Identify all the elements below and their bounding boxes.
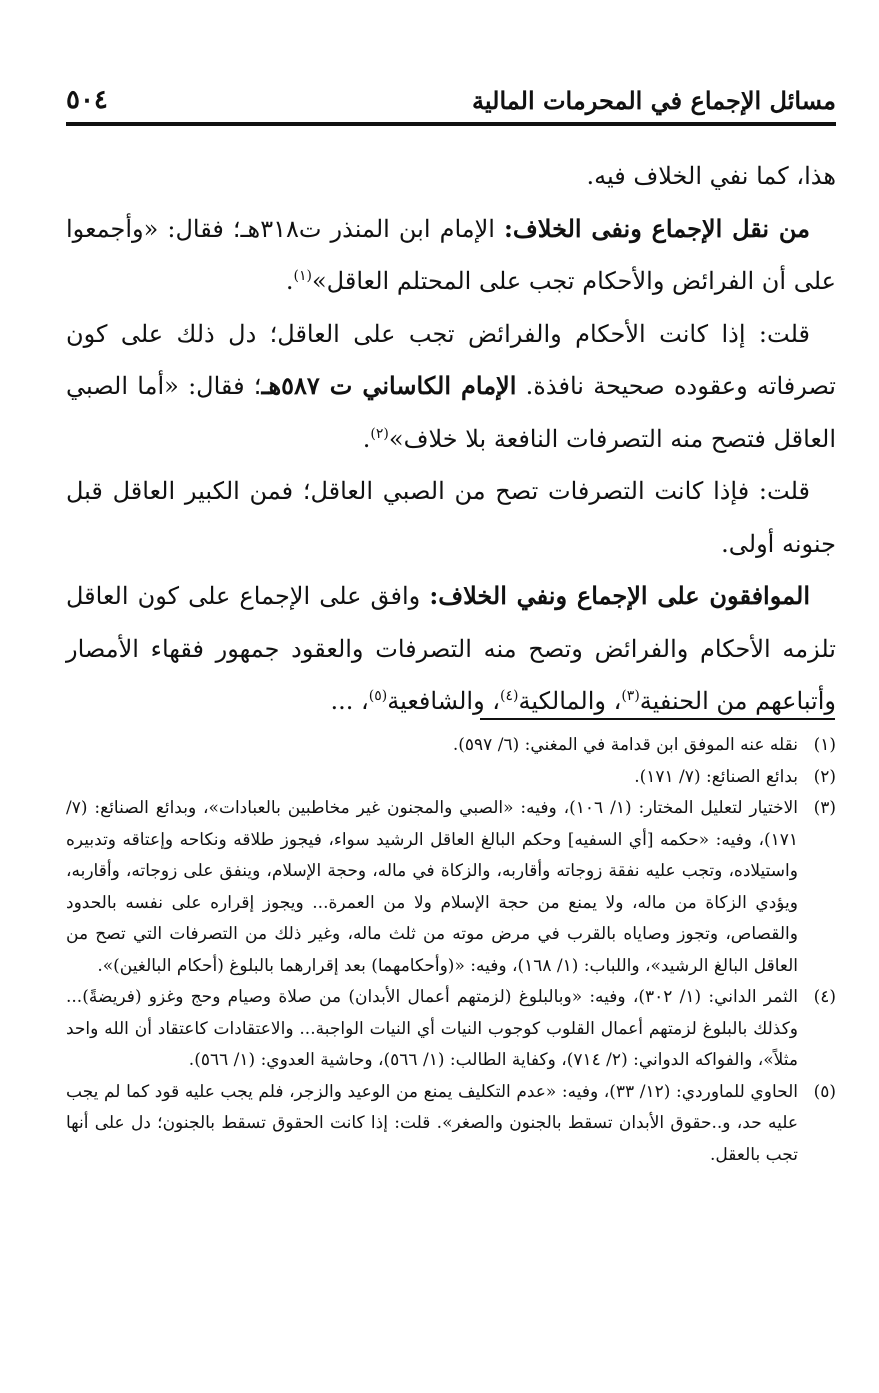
- footnote-number: (٣): [813, 798, 836, 818]
- footnote-text: الاختيار لتعليل المختار: (١/ ١٠٦)، وفيه: «الصبي والمجنون غير مخاطبين بالعبادات»، وبدائع الصنائع: (٧/ ١٧١)، وفيه: «حكمه [أي السفيه] وحكم البالغ العاقل الرشيد سواء، فيجوز طلاقه ونكاحه وإعتاقه وتدبيره واستيلاده، وتجب عليه نفقة زوجاته وأقاربه، والزكاة في ماله، وحجة الإسلام، وينفق على زوجاته، وأقاربه، ويؤدي الزكاة من ماله، ولا يمنع من حجة الإسلام ولا من العمرة... ويجوز إقراره على نفسه بالحدود والقصاص، وتجوز وصاياه بالقرب في مرض موته من ثلث ماله، وغير ذلك من التصرفات التي تصح من العاقل البالغ الرشيد»، واللباب: (١/ ١٦٨)، وفيه: «(وأحكامهما) بعد إقرارهما بالبلوغ (أحكام البالغين)».: [66, 798, 798, 976]
- paragraph-2-end: .: [285, 267, 294, 295]
- footnote-number: (٤): [813, 987, 836, 1007]
- running-header: [66, 80, 836, 120]
- paragraph-3-end: .: [362, 424, 371, 453]
- paragraph-4-text: قلت: فإذا كانت التصرفات تصح من الصبي العاقل؛ فمن الكبير العاقل قبل جنونه أولى.: [66, 477, 836, 558]
- header-rule: [66, 122, 836, 126]
- main-text: [66, 150, 836, 728]
- footnote-text: بدائع الصنائع: (٧/ ١٧١).: [634, 766, 798, 787]
- section-heading-ijma: من نقل الإجماع ونفى الخلاف:: [504, 213, 810, 243]
- footnote-number: (٢): [813, 766, 836, 787]
- footnote-text: الثمر الداني: (١/ ٣٠٢)، وفيه: «وبالبلوغ (لزمتهم أعمال الأبدان) من صلاة وصيام وحج وغزو (فريضةً)... وكذلك بالبلوغ لزمتهم أعمال القلوب كوجوب النيات أي النيات الواجبة... والاعتقادات كاعتقاد أن الله واحد مثلاً»، والفواكه الدواني: (٢/ ٧١٤)، وكفاية الطالب: (١/ ٥٦٦)، وحاشية العدوي: (١/ ٥٦٦).: [66, 987, 799, 1070]
- footnote: [66, 762, 836, 794]
- footnote-text: نقله عنه الموفق ابن قدامة في المغني: (٦/ ٥٩٧).: [452, 735, 798, 755]
- book-title: مسائل الإجماع في المحرمات المالية: [472, 85, 836, 115]
- footnote: [66, 982, 836, 1077]
- paragraph-5-text-d: ، ...: [330, 687, 369, 715]
- footnote-separator: [480, 718, 835, 720]
- footnote-ref-3: (٣): [621, 688, 640, 704]
- footnote-number: (١): [813, 735, 836, 755]
- paragraph-5-text-c: ، والشافعية: [387, 687, 501, 715]
- section-heading-agreeing: الموافقون على الإجماع ونفي الخلاف:: [429, 581, 810, 610]
- footnote-text: الحاوي للماوردي: (١٢/ ٣٣)، وفيه: «عدم التكليف يمنع من الوعيد والزجر، فلم يجب عليه قود كما لم يجب عليه حد، و..حقوق الأبدان تسقط بالجنون والصغر». قلت: إذا كانت الحقوق تسقط بالجنون؛ دل على أنها تجب بالعقل.: [66, 1081, 798, 1165]
- paragraph-2-text: الإمام ابن المنذر ت٣١٨هـ؛ فقال: «وأجمعوا على أن الفرائض والأحكام تجب على المحتلم العاقل»: [66, 214, 836, 295]
- paragraph-1-text: هذا، كما نفي الخلاف فيه.: [586, 162, 836, 190]
- paragraph-3-text-a: قلت: إذا كانت الأحكام والفرائض تجب على العاقل؛ دل ذلك على كون تصرفاته وعقوده صحيحة نافذة.: [66, 319, 836, 400]
- paragraph-5: [66, 570, 836, 728]
- paragraph-1: [66, 150, 836, 203]
- imam-kasani: الإمام الكاساني ت ٥٨٧هـ: [261, 371, 517, 400]
- paragraph-4: [66, 465, 836, 570]
- footnote: [66, 1077, 836, 1172]
- footnote-ref-2: (٢): [370, 425, 389, 442]
- footnote: [66, 730, 836, 762]
- page-number: ٥٠٤: [66, 85, 108, 115]
- paragraph-2: [66, 203, 836, 308]
- footnote-number: (٥): [813, 1081, 836, 1102]
- footnote: [66, 793, 836, 982]
- paragraph-3: [66, 308, 836, 466]
- footnote-ref-4: (٤): [500, 688, 519, 704]
- paragraph-5-text-b: ، والمالكية: [518, 687, 622, 715]
- footnote-ref-5: (٥): [368, 688, 388, 704]
- footnote-ref-1: (١): [293, 268, 312, 284]
- footnotes: [66, 730, 836, 1171]
- paragraph-3-text-b: ؛ فقال: «أما الصبي العاقل فتصح منه التصرفات النافعة بلا خلاف»: [66, 372, 836, 453]
- paragraph-5-text-a: وافق على الإجماع على كون العاقل تلزمه الأحكام والفرائض وتصح منه التصرفات والعقود جمهور فقهاء الأمصار وأتباعهم من الحنفية: [66, 582, 836, 715]
